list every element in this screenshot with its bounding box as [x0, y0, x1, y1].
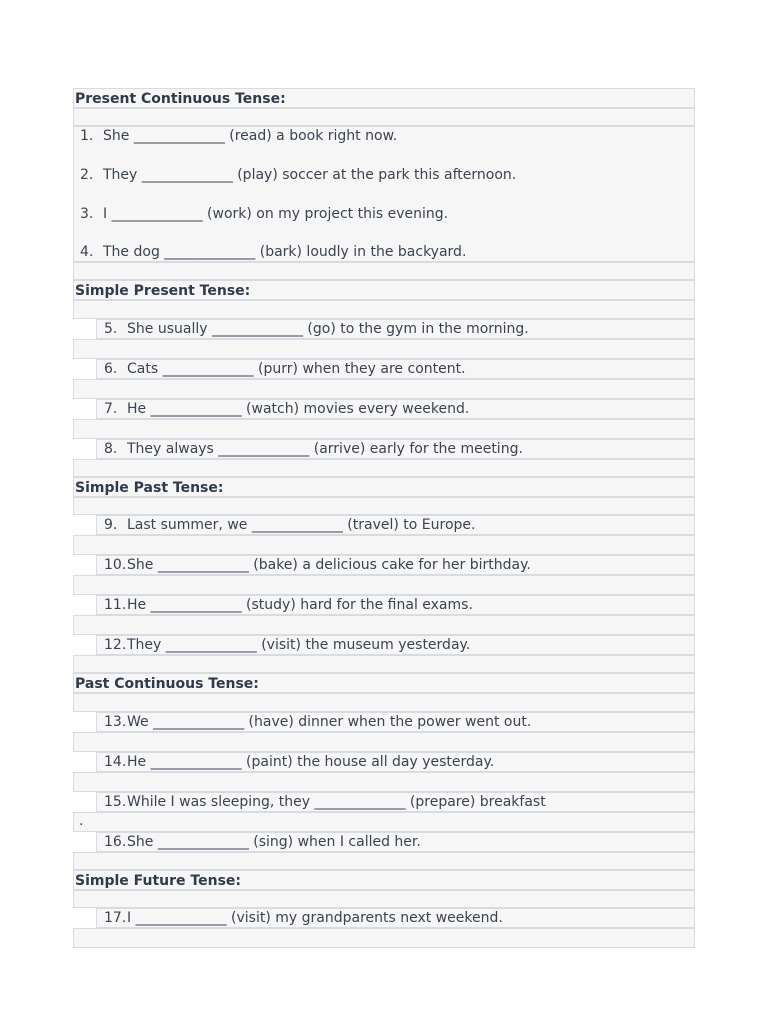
- list-item: [96, 319, 695, 339]
- spacer-band: [73, 459, 695, 477]
- spacer-band: [73, 772, 695, 792]
- list-item: [96, 752, 695, 772]
- list-item: [96, 555, 695, 575]
- item-number: 14.: [104, 754, 127, 770]
- item-text: While I was sleeping, they _____________ (prepare) breakfast: [127, 794, 546, 810]
- spacer-band: [73, 419, 695, 439]
- item-text: They _____________ (visit) the museum yesterday.: [127, 637, 471, 653]
- spacer-band: [73, 300, 695, 319]
- spacer-band: [73, 928, 695, 948]
- item-text: He _____________ (study) hard for the final exams.: [127, 597, 473, 613]
- item-number: 7.: [104, 401, 118, 417]
- list-item: [96, 439, 695, 459]
- list-item: [96, 399, 695, 419]
- spacer-band: [73, 339, 695, 359]
- item-number: 12.: [104, 637, 127, 653]
- spacer-band: [73, 852, 695, 870]
- list-item: [96, 595, 695, 615]
- item-text: Cats _____________ (purr) when they are content.: [127, 361, 466, 377]
- spacer-band: [73, 693, 695, 712]
- item-text: I _____________ (visit) my grandparents next weekend.: [127, 910, 503, 926]
- item-text: She _____________ (sing) when I called her.: [127, 834, 421, 850]
- item-text: He _____________ (paint) the house all day yesterday.: [127, 754, 495, 770]
- spacer-band: [73, 262, 695, 280]
- list-item: [80, 242, 466, 262]
- list-item: [96, 515, 695, 535]
- spacer-band: [73, 812, 695, 832]
- section-heading: Past Continuous Tense:: [73, 673, 695, 693]
- list-item: [96, 908, 695, 928]
- item-text: I _____________ (work) on my project this evening.: [103, 206, 449, 222]
- item-text: He _____________ (watch) movies every weekend.: [127, 401, 470, 417]
- item-number: 4.: [80, 244, 94, 260]
- item-number: 13.: [104, 714, 127, 730]
- item-text: She _____________ (read) a book right now.: [103, 128, 398, 144]
- item-number: 9.: [104, 517, 118, 533]
- item-number: 15.: [104, 794, 127, 810]
- item-number: 10.: [104, 557, 127, 573]
- section-heading: Simple Past Tense:: [73, 477, 695, 497]
- list-item: [96, 359, 695, 379]
- item-number: 5.: [104, 321, 118, 337]
- item-text: Last summer, we _____________ (travel) to Europe.: [127, 517, 476, 533]
- item-number: 6.: [104, 361, 118, 377]
- item-number: 17.: [104, 910, 127, 926]
- stray-period: .: [79, 813, 84, 829]
- item-text: They _____________ (play) soccer at the park this afternoon.: [103, 167, 517, 183]
- item-number: 2.: [80, 167, 94, 183]
- spacer-band: [73, 890, 695, 908]
- item-text: She _____________ (bake) a delicious cake for her birthday.: [127, 557, 531, 573]
- list-item: [96, 712, 695, 732]
- item-number: 11.: [104, 597, 127, 613]
- spacer-band: [73, 655, 695, 673]
- list-item: [80, 165, 516, 185]
- item-text: The dog _____________ (bark) loudly in the backyard.: [103, 244, 467, 260]
- spacer-band: [73, 379, 695, 399]
- spacer-band: [73, 575, 695, 595]
- spacer-band: [73, 497, 695, 515]
- spacer-band: [73, 108, 695, 126]
- section-heading: Simple Present Tense:: [73, 280, 695, 300]
- item-text: We _____________ (have) dinner when the power went out.: [127, 714, 532, 730]
- section-heading: Simple Future Tense:: [73, 870, 695, 890]
- list-item: [96, 832, 695, 852]
- spacer-band: [73, 535, 695, 555]
- section-heading: Present Continuous Tense:: [73, 88, 695, 108]
- list-item: [80, 126, 397, 146]
- list-item: [80, 204, 448, 224]
- item-number: 3.: [80, 206, 94, 222]
- item-number: 1.: [80, 128, 94, 144]
- item-number: 16.: [104, 834, 127, 850]
- spacer-band: [73, 615, 695, 635]
- item-text: She usually _____________ (go) to the gym in the morning.: [127, 321, 529, 337]
- item-number: 8.: [104, 441, 118, 457]
- list-item: [96, 792, 695, 812]
- list-item: [96, 635, 695, 655]
- spacer-band: [73, 732, 695, 752]
- item-text: They always _____________ (arrive) early for the meeting.: [127, 441, 523, 457]
